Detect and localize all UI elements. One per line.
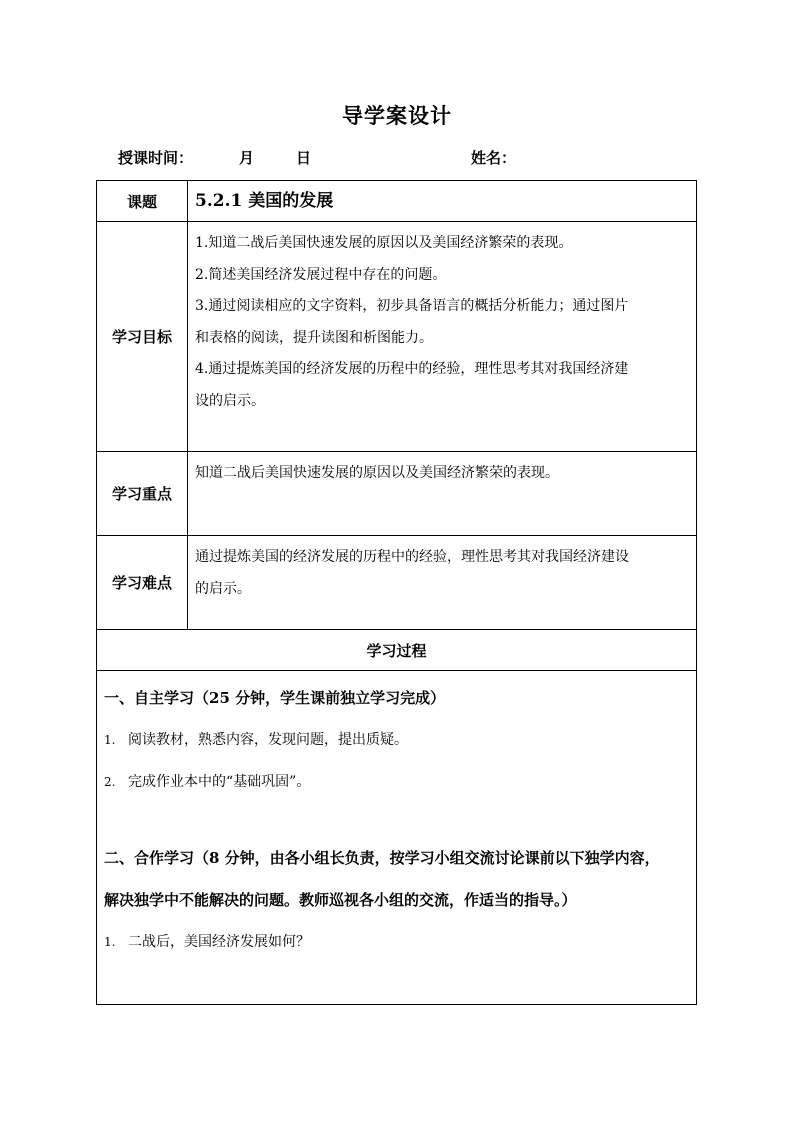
item-text: 阅读教材，熟悉内容，发现问题，提出质疑。 [128,732,408,748]
objectives-content [188,222,696,451]
difficulties-row [97,536,696,630]
day-label: 日 [296,149,312,167]
topic-row [97,181,696,222]
section-heading-self-study: 一、自主学习（25 分钟，学生课前独立学习完成） [104,689,446,707]
key-points-content [188,452,696,535]
section-heading-cooperative-line2: 解决独学中不能解决的问题。教师巡视各小组的交流，作适当的指导。） [104,891,577,909]
key-points-row [97,452,696,536]
item-number: 2. [104,775,116,789]
topic-value: 5.2.1 美国的发展 [195,191,334,211]
objective-line: 4.通过提炼美国的经济发展的历程中的经验，理性思考其对我国经济建 [195,361,629,377]
key-point-line: 知道二战后美国快速发展的原因以及美国经济繁荣的表现。 [195,465,559,481]
item-number: 1. [104,733,116,747]
key-points-label: 学习重点 [97,452,188,535]
time-label: 授课时间： [118,149,194,167]
difficulties-content [188,536,696,629]
item-text: 二战后，美国经济发展如何？ [128,934,310,950]
spacer [104,803,688,831]
difficulties-label: 学习难点 [97,536,188,629]
objective-line: 2.简述美国经济发展过程中存在的问题。 [195,266,447,283]
month-label: 月 [239,149,255,167]
process-heading: 学习过程 [366,641,427,660]
objectives-label: 学习目标 [97,222,188,451]
process-content [97,671,696,1004]
objective-line: 和表格的阅读，提升读图和析图能力。 [195,329,433,346]
page-title: 导学案设计 [342,103,452,128]
objectives-row [97,222,696,452]
list-item [104,719,688,761]
process-heading-row [97,630,696,671]
difficulty-line: 的启示。 [195,580,251,597]
topic-label: 课题 [97,181,188,221]
section-heading-cooperative-line1: 二、合作学习（8 分钟，由各小组长负责，按学习小组交流讨论课前以下独学内容， [104,849,660,867]
item-text: 完成作业本中的“基础巩固”。 [128,774,311,790]
name-label: 姓名： [471,149,517,167]
lesson-table [96,180,697,1005]
objective-line: 设的启示。 [195,392,265,409]
objective-line: 3.通过阅读相应的文字资料，初步具备语言的概括分析能力；通过图片 [195,298,629,314]
list-item [104,761,688,803]
item-number: 1. [104,935,116,949]
difficulty-line: 通过提炼美国的经济发展的历程中的经验，理性思考其对我国经济建设 [195,549,629,565]
process-content-row [97,671,696,1004]
list-item [104,921,688,963]
objective-line: 1.知道二战后美国快速发展的原因以及美国经济繁荣的表现。 [195,235,573,251]
